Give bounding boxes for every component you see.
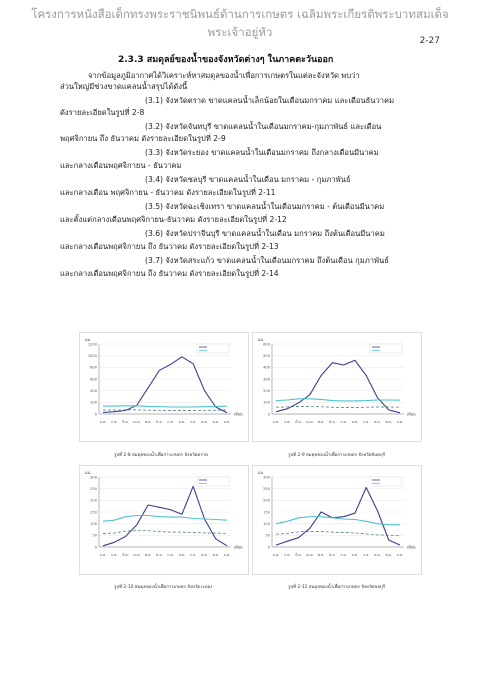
x-tick-label: ต.ค.: [201, 553, 208, 557]
x-tick-label: ก.ย.: [190, 420, 197, 424]
chart-legend: [197, 344, 229, 353]
x-tick-label: ก.ย.: [190, 553, 197, 557]
y-tick-label: 0: [267, 412, 270, 417]
x-tick-label: ม.ค.: [272, 420, 280, 424]
figure-2-8-chart: [79, 332, 249, 442]
x-tick-label: มิ.ย.: [156, 553, 163, 557]
para-line-4: ดังรายละเอียดในรูปที่ 2-8: [60, 108, 145, 117]
caption-figure-2-9: รูปที่ 2-9 สมดุลของน้ำเพื่อการเกษตร จังหวัดจันทบุรี: [288, 453, 386, 458]
para-line-8: และกลางเดือนพฤศจิกายน - ธันวาคม: [60, 161, 182, 170]
x-tick-label: พ.ย.: [385, 553, 392, 557]
y-tick-label: 300: [263, 475, 270, 480]
chart-legend: [197, 477, 229, 486]
y-tick-label: 150: [90, 510, 97, 515]
x-tick-label: พ.ค.: [317, 553, 325, 557]
y-axis-unit: มม.: [85, 470, 92, 475]
section-title: 2.3.3 สมดุลย์ของน้ำของจังหวัดต่างๆ ในภาคตะวันออก: [118, 55, 334, 65]
x-tick-label: ก.ค.: [340, 553, 347, 557]
x-tick-label: ต.ค.: [201, 420, 208, 424]
x-tick-label: ก.พ.: [111, 420, 118, 424]
x-tick-label: ม.ค.: [99, 553, 107, 557]
x-tick-label: พ.ค.: [144, 420, 152, 424]
figure-2-11-chart: [252, 465, 422, 575]
caption-figure-2-8: รูปที่ 2-8 สมดุลของน้ำเพื่อการเกษตร จังหวัดตราด: [114, 453, 208, 458]
x-tick-label: ต.ค.: [374, 553, 381, 557]
y-tick-label: 0: [267, 545, 270, 550]
x-tick-label: ก.ย.: [363, 420, 370, 424]
y-tick-label: 0: [94, 412, 97, 417]
x-tick-label: มี.ค.: [122, 553, 129, 557]
x-tick-label: ต.ค.: [374, 420, 381, 424]
y-tick-label: 1200: [87, 342, 97, 347]
y-tick-label: 250: [90, 486, 97, 491]
y-tick-label: 500: [263, 353, 270, 358]
caption-figure-2-10: รูปที่ 2-10 สมดุลของน้ำเพื่อการเกษตร จังหวัดระยอง: [114, 585, 213, 590]
para-line-3: (3.1) จังหวัดตราด ขาดแคลนน้ำเล็กน้อยในเดือนมกราคม และเดือนธันวาคม: [145, 96, 395, 105]
x-tick-label: มี.ค.: [122, 420, 129, 424]
x-tick-label: ธ.ค.: [223, 420, 231, 424]
figure-2-10-chart: [79, 465, 249, 575]
x-tick-label: ก.ย.: [363, 553, 370, 557]
x-tick-label: ก.พ.: [111, 553, 118, 557]
para-line-5: (3.2) จังหวัดจันทบุรี ขาดแคลนน้ำในเดือนมกราคม-กุมภาพันธ์ และเดือน: [145, 122, 382, 131]
y-tick-label: 300: [263, 377, 270, 382]
chart-legend: [370, 344, 402, 353]
x-tick-label: ก.พ.: [284, 420, 291, 424]
x-tick-label: ม.ค.: [99, 420, 107, 424]
x-tick-label: เม.ย.: [133, 420, 141, 424]
x-tick-label: ธ.ค.: [396, 420, 404, 424]
y-axis-unit: มม.: [258, 470, 265, 475]
x-tick-label: มิ.ย.: [156, 420, 163, 424]
y-tick-label: 400: [263, 365, 270, 370]
x-tick-label: พ.ย.: [212, 553, 219, 557]
x-tick-label: เม.ย.: [133, 553, 141, 557]
y-tick-label: 50: [92, 533, 97, 538]
y-tick-label: 200: [90, 400, 97, 405]
y-tick-label: 200: [90, 498, 97, 503]
x-tick-label: ก.พ.: [284, 553, 291, 557]
y-tick-label: 50: [265, 533, 270, 538]
x-tick-label: ก.ค.: [167, 420, 174, 424]
para-line-6: พฤศจิกายน ถึง ธันวาคม ดังรายละเอียดในรูปที่ 2-9: [60, 134, 226, 143]
para-line-7: (3.3) จังหวัดระยอง ขาดแคลนน้ำในเดือนมกราคม ถึงกลางเดือนมีนาคม: [145, 148, 379, 157]
para-line-9: (3.4) จังหวัดชลบุรี ขาดแคลนน้ำในเดือน มกราคม - กุมภาพันธ์: [145, 175, 351, 184]
para-line-11: (3.5) จังหวัดฉะเชิงเทรา ขาดแคลนน้ำในเดือนมกราคม - ต้นเดือนมีนาคม: [145, 202, 385, 211]
para-line-2: ส่วนใหญ่มีช่วงขาดแคลนน้ำสรุปได้ดังนี้: [60, 82, 188, 91]
x-tick-label: ส.ค.: [351, 420, 359, 424]
x-axis-unit: เดือน: [407, 411, 416, 417]
x-tick-label: มิ.ย.: [329, 553, 336, 557]
y-tick-label: 150: [263, 510, 270, 515]
y-tick-label: 600: [263, 342, 270, 347]
figure-2-9-chart: [252, 332, 422, 442]
running-header: โครงการหนังสือเด็กทรงพระราชนิพนธ์ด้านการเกษตร เฉลิมพระเกียรติพระบาทสมเด็จพระเจ้าอยู่หัว: [31, 7, 449, 39]
para-line-12: และตั้งแต่กลางเดือนพฤศจิกายน-ธันวาคม ดังรายละเอียดในรูปที่ 2-12: [60, 215, 287, 224]
x-axis-unit: เดือน: [234, 411, 243, 417]
x-tick-label: พ.ค.: [144, 553, 152, 557]
y-tick-label: 1000: [87, 353, 97, 358]
x-axis-unit: เดือน: [407, 544, 416, 550]
para-line-1: จากข้อมูลภูมิอากาศได้วิเคราะห์หาสมดุลของน้ำเพื่อการเกษตรในแต่ละจังหวัด พบว่า: [88, 71, 360, 80]
x-tick-label: มี.ค.: [295, 553, 302, 557]
legend-box: [197, 477, 229, 486]
para-line-14: และกลางเดือนพฤศจิกายน ถึง ธันวาคม ดังรายละเอียดในรูปที่ 2-13: [60, 242, 279, 251]
y-tick-label: 400: [90, 388, 97, 393]
x-tick-label: พ.ย.: [212, 420, 219, 424]
para-line-10: และกลางเดือน พฤศจิกายน - ธันวาคม ดังรายละเอียดในรูปที่ 2-11: [60, 188, 276, 197]
x-tick-label: พ.ย.: [385, 420, 392, 424]
y-tick-label: 200: [263, 498, 270, 503]
y-tick-label: 100: [263, 400, 270, 405]
x-tick-label: มี.ค.: [295, 420, 302, 424]
y-tick-label: 300: [90, 475, 97, 480]
x-tick-label: ธ.ค.: [396, 553, 404, 557]
para-line-16: และกลางเดือนพฤศจิกายน ถึง ธันวาคม ดังรายละเอียดในรูปที่ 2-14: [60, 269, 279, 278]
y-tick-label: 250: [263, 486, 270, 491]
x-tick-label: ม.ค.: [272, 553, 280, 557]
y-axis-unit: มม.: [258, 337, 265, 342]
page-number: 2-27: [419, 36, 440, 46]
caption-figure-2-11: รูปที่ 2-11 สมดุลของน้ำเพื่อการเกษตร จังหวัดชลบุรี: [288, 585, 386, 590]
para-line-13: (3.6) จังหวัดปราจีนบุรี ขาดแคลนน้ำในเดือน มกราคม ถึงต้นเดือนมีนาคม: [145, 229, 385, 238]
x-tick-label: ส.ค.: [178, 420, 186, 424]
legend-box: [370, 344, 402, 353]
y-tick-label: 200: [263, 388, 270, 393]
legend-box: [370, 477, 402, 486]
x-tick-label: เม.ย.: [306, 420, 314, 424]
x-tick-label: มิ.ย.: [329, 420, 336, 424]
x-tick-label: ส.ค.: [351, 553, 359, 557]
x-tick-label: ก.ค.: [340, 420, 347, 424]
chart-legend: [370, 477, 402, 486]
y-tick-label: 0: [94, 545, 97, 550]
x-tick-label: ก.ค.: [167, 553, 174, 557]
y-tick-label: 100: [90, 521, 97, 526]
x-tick-label: เม.ย.: [306, 553, 314, 557]
y-tick-label: 600: [90, 377, 97, 382]
y-tick-label: 100: [263, 521, 270, 526]
x-axis-unit: เดือน: [234, 544, 243, 550]
legend-box: [197, 344, 229, 353]
y-axis-unit: มม.: [85, 337, 92, 342]
para-line-15: (3.7) จังหวัดสระแก้ว ขาดแคลนน้ำในเดือนมกราคม ถึงต้นเดือน กุมภาพันธ์: [145, 256, 389, 265]
x-tick-label: ธ.ค.: [223, 553, 231, 557]
x-tick-label: พ.ค.: [317, 420, 325, 424]
y-tick-label: 800: [90, 365, 97, 370]
x-tick-label: ส.ค.: [178, 553, 186, 557]
